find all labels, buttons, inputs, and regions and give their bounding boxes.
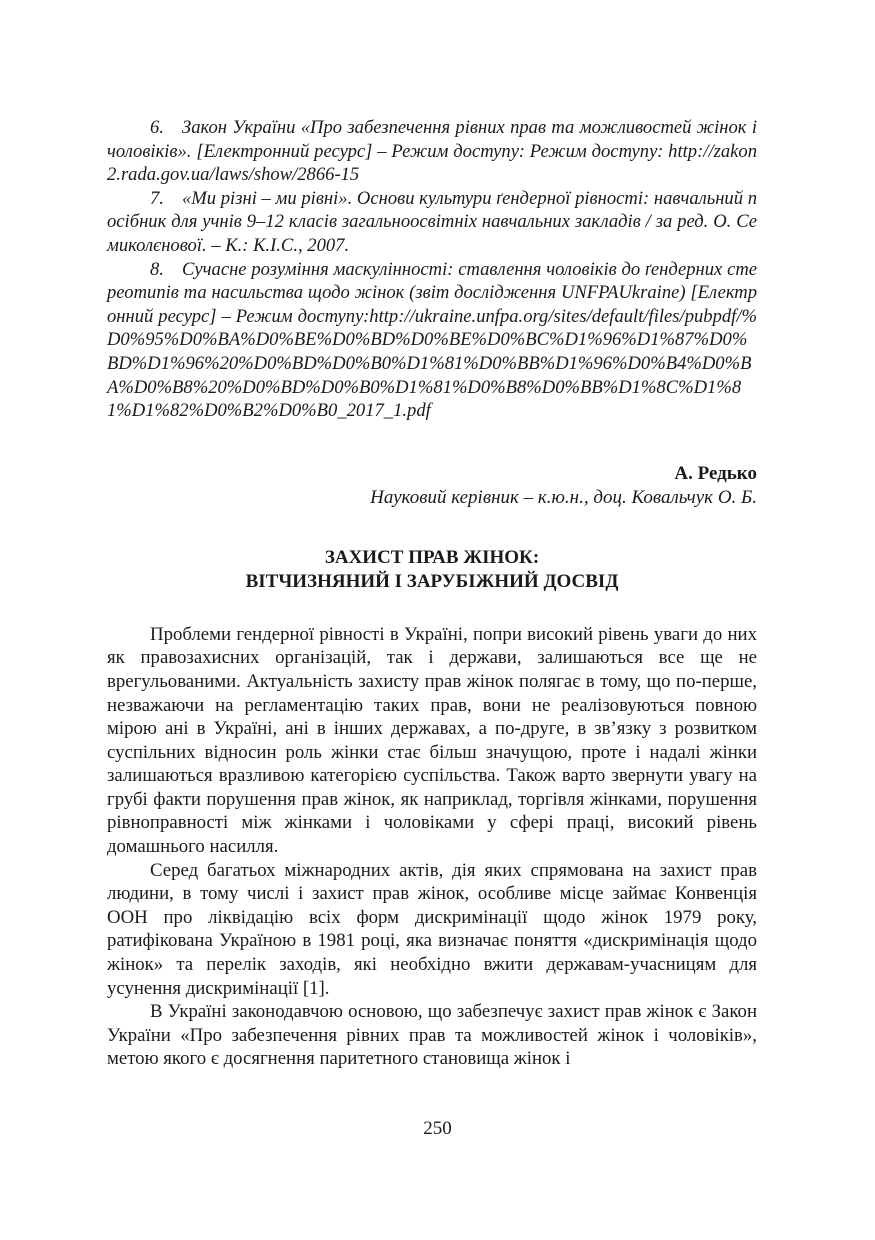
reference-text: «Ми різні – ми рівні». Основи культури ґендерної рівності: навчальний посібник для учнів 9–12 класів загальноосвітніх навчальних закладів / за ред. О. Семиколєнової. – К.: К.І.С., 2007. bbox=[107, 187, 757, 256]
body-paragraph: В Україні законодавчою основою, що забезпечує захист прав жінок є Закон України «Про забезпечення рівних прав та можливостей жінок і чоловіків», метою якого є досягнення паритетного становища жінок і bbox=[107, 1001, 757, 1070]
page-content bbox=[107, 116, 757, 1071]
reference-text: Сучасне розуміння маскулінності: ставлення чоловіків до ґендерних стереотипів та насильства щодо жінок (звіт дослідження UNFPAUkraine) [Електронний ресурс] – Режим доступу:http://ukraine.unfpa.org/sites/default/files/pubpdf/%D0%95%D0%BA%D0%BE%D0%BD%D0%BE%D0%BC%D1%96%D1%87%D0%BD%D1%96%20%D0%BD%D0%B0%D1%81%D0%BB%D1%96%D0%B4%D0%BA%D0%B8%20%D0%BD%D0%B0%D1%81%D0%B8%D0%BB%D1%8C%D1%81%D1%82%D0%B2%D0%B0_2017_1.pdf bbox=[107, 258, 757, 422]
reference-item bbox=[107, 187, 757, 258]
reference-number: 7. bbox=[150, 187, 164, 209]
reference-number: 8. bbox=[150, 258, 164, 280]
page-number: 250 bbox=[423, 1118, 452, 1139]
supervisor-line: Науковий керівник – к.ю.н., доц. Ковальчук О. Б. bbox=[370, 486, 757, 508]
body-paragraph: Серед багатьох міжнародних актів, дія яких спрямована на захист прав людини, в тому числі і захист прав жінок, особливе місце займає Конвенція ООН про ліквідацію всіх форм дискримінації щодо жінок 1979 року, ратифікована Україною в 1981 році, яка визначає поняття «дискримінація щодо жінок» та перелік заходів, які необхідно вжити державам-учасницям для усунення дискримінації [1]. bbox=[107, 859, 757, 999]
body-paragraph: Проблеми гендерної рівності в Україні, попри високий рівень уваги до них як правозахисних організацій, так і держави, залишаються все ще не врегульованими. Актуальність захисту прав жінок полягає в тому, що по-перше, незважаючи на регламентацію таких прав, вони не реалізовуються повною мірою ані в Україні, ані в інших державах, а по-друге, в зв’язку з розвитком суспільних відносин роль жінки стає більш значущою, проте і надалі жінки залишаються вразливою категорією суспільства. Також варто звернути увагу на грубі факти порушення прав жінок, як наприклад, торгівля жінками, порушення рівноправності між жінками і чоловіками у сфері праці, високий рівень домашнього насилля. bbox=[107, 623, 757, 858]
author-block bbox=[107, 462, 757, 510]
reference-item bbox=[107, 258, 757, 423]
reference-number: 6. bbox=[150, 117, 164, 138]
article-body bbox=[107, 623, 757, 1071]
reference-list bbox=[107, 116, 757, 423]
article-title bbox=[107, 546, 757, 594]
reference-item bbox=[107, 116, 757, 187]
title-line-1: ЗАХИСТ ПРАВ ЖІНОК: bbox=[324, 546, 540, 568]
author-name: А. Редько bbox=[674, 462, 757, 484]
reference-text: Закон України «Про забезпечення рівних прав та можливостей жінок і чоловіків». [Електронний ресурс] – Режим доступу: Режим доступу: http://zakon2.rada.gov.ua/laws/show/2866-15 bbox=[107, 117, 757, 186]
title-line-2: ВІТЧИЗНЯНИЙ І ЗАРУБІЖНИЙ ДОСВІД bbox=[245, 570, 619, 592]
